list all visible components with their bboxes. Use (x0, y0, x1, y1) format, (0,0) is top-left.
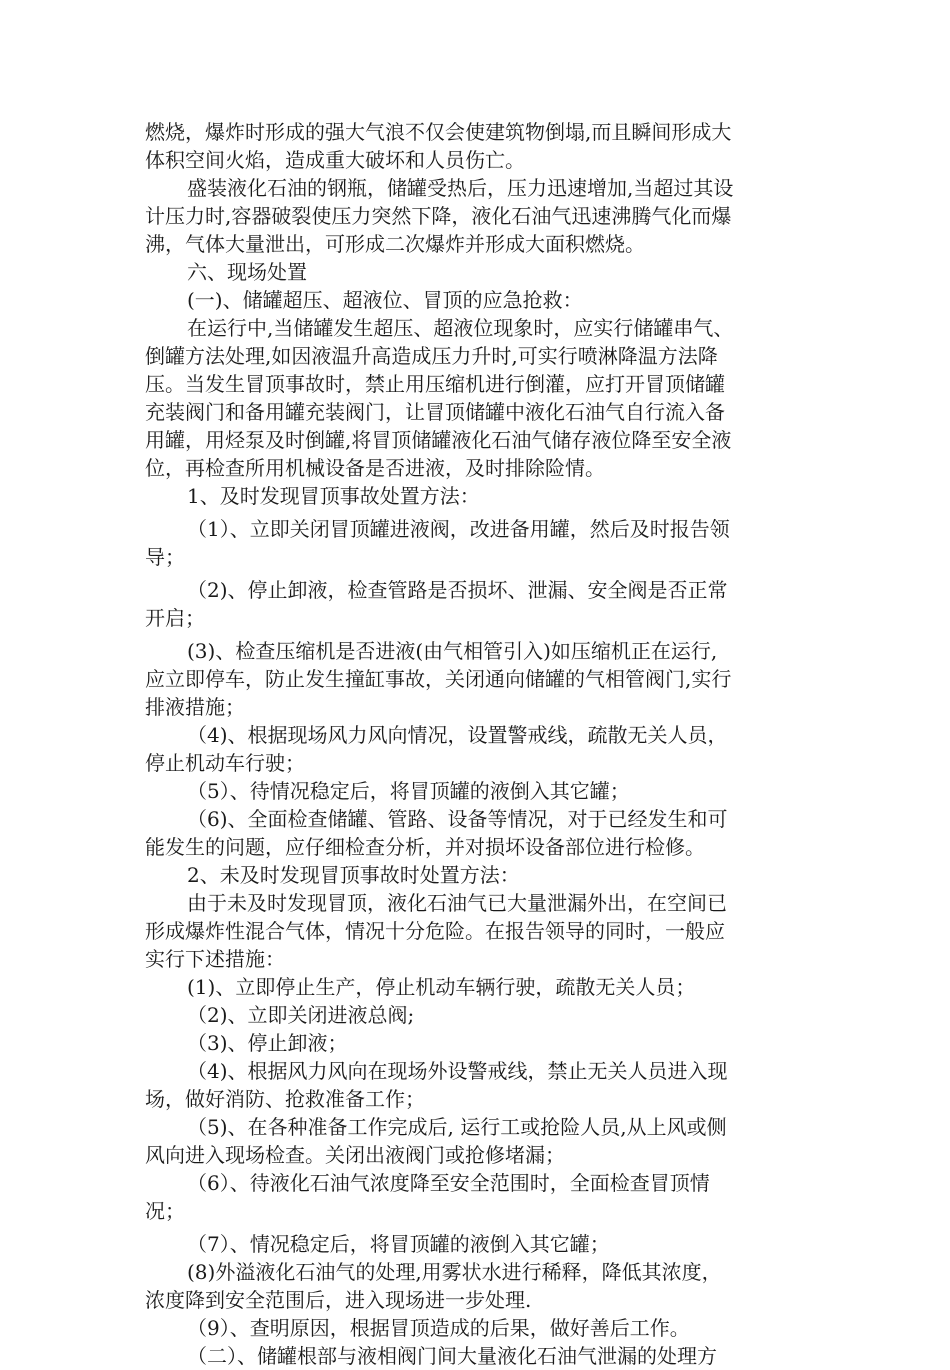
list-item: （5）、待情况稳定后，将冒顶罐的液倒入其它罐； (187, 779, 630, 803)
text-line: 位，再检查所用机械设备是否进液，及时排除险情。 (145, 456, 605, 480)
list-item: (3)、检查压缩机是否进液(由气相管引入)如压缩机正在运行, (187, 639, 718, 663)
list-item: （9）、查明原因，根据冒顶造成的后果，做好善后工作。 (187, 1316, 690, 1340)
text-line: 充装阀门和备用罐充装阀门，让冒顶储罐中液化石油气自行流入备 (145, 400, 725, 424)
text-line: 况； (145, 1199, 185, 1223)
text-line: 沸，气体大量泄出，可形成二次爆炸并形成大面积燃烧。 (145, 232, 645, 256)
text-line: 燃烧，爆炸时形成的强大气浪不仅会使建筑物倒塌,而且瞬间形成大 (145, 120, 732, 144)
list-item: （3)、停止卸液； (187, 1031, 348, 1055)
text-line: 盛装液化石油的钢瓶，储罐受热后，压力迅速增加,当超过其设 (187, 176, 734, 200)
text-line: 应立即停车，防止发生撞缸事故，关闭通向储罐的气相管阀门,实行 (145, 667, 732, 691)
text-line: 停止机动车行驶； (145, 751, 305, 775)
list-item: （1）、立即关闭冒顶罐进液阀，改进备用罐，然后及时报告领 (187, 517, 730, 541)
text-line: 实行下述措施： (145, 947, 285, 971)
text-line: 在运行中,当储罐发生超压、超液位现象时，应实行储罐串气、 (187, 316, 734, 340)
subsection-heading: (一)、储罐超压、超液位、冒顶的应急抢救： (187, 288, 583, 312)
text-line: 形成爆炸性混合气体，情况十分危险。在报告领导的同时，一般应 (145, 919, 725, 943)
list-item: （6)、全面检查储罐、管路、设备等情况，对于已经发生和可 (187, 807, 728, 831)
list-item: (1)、立即停止生产，停止机动车辆行驶，疏散无关人员； (187, 975, 696, 999)
text-line: 能发生的问题，应仔细检查分析，并对损坏设备部位进行检修。 (145, 835, 705, 859)
list-item: （6）、待液化石油气浓度降至安全范围时，全面检查冒顶情 (187, 1171, 710, 1195)
text-line: 排液措施； (145, 695, 245, 719)
text-line: 计压力时,容器破裂使压力突然下降，液化石油气迅速沸腾气化而爆 (145, 204, 732, 228)
text-line: 用罐，用烃泵及时倒罐,将冒顶储罐液化石油气储存液位降至安全液 (145, 428, 732, 452)
text-line: 开启； (145, 606, 205, 630)
list-item: （2)、停止卸液，检查管路是否损坏、泄漏、安全阀是否正常 (187, 578, 728, 602)
text-line: 倒罐方法处理,如因液温升高造成压力升时,可实行喷淋降温方法降 (145, 344, 718, 368)
list-item: （4)、根据风力风向在现场外设警戒线，禁止无关人员进入现 (187, 1059, 728, 1083)
text-line: 场，做好消防、抢救准备工作； (145, 1087, 425, 1111)
list-item: （5)、在各种准备工作完成后, 运行工或抢险人员,从上风或侧 (187, 1115, 727, 1139)
document-body (145, 118, 810, 1370)
text-line: 风向进入现场检查。关闭出液阀门或抢修堵漏； (145, 1143, 565, 1167)
subsection-heading: （二）、储罐根部与液相阀门间大量液化石油气泄漏的处理方 (187, 1344, 717, 1368)
section-heading: 六、现场处置 (187, 260, 307, 284)
list-item: （2)、立即关闭进液总阀; (187, 1003, 415, 1027)
text-line: 体积空间火焰，造成重大破坏和人员伤亡。 (145, 148, 525, 172)
list-item: （4)、根据现场风力风向情况，设置警戒线，疏散无关人员， (187, 723, 728, 747)
item-heading: 1、及时发现冒顶事故处置方法： (187, 484, 480, 508)
list-item: （7）、情况稳定后，将冒顶罐的液倒入其它罐； (187, 1232, 610, 1256)
text-line: 压。当发生冒顶事故时，禁止用压缩机进行倒灌，应打开冒顶储罐 (145, 372, 725, 396)
text-line: 浓度降到安全范围后，进入现场进一步处理. (145, 1288, 532, 1312)
item-heading: 2、未及时发现冒顶事故时处置方法： (187, 863, 520, 887)
list-item: (8)外溢液化石油气的处理,用雾状水进行稀释，降低其浓度， (187, 1260, 722, 1284)
text-line: 导； (145, 545, 185, 569)
text-line: 由于未及时发现冒顶，液化石油气已大量泄漏外出，在空间已 (187, 891, 727, 915)
